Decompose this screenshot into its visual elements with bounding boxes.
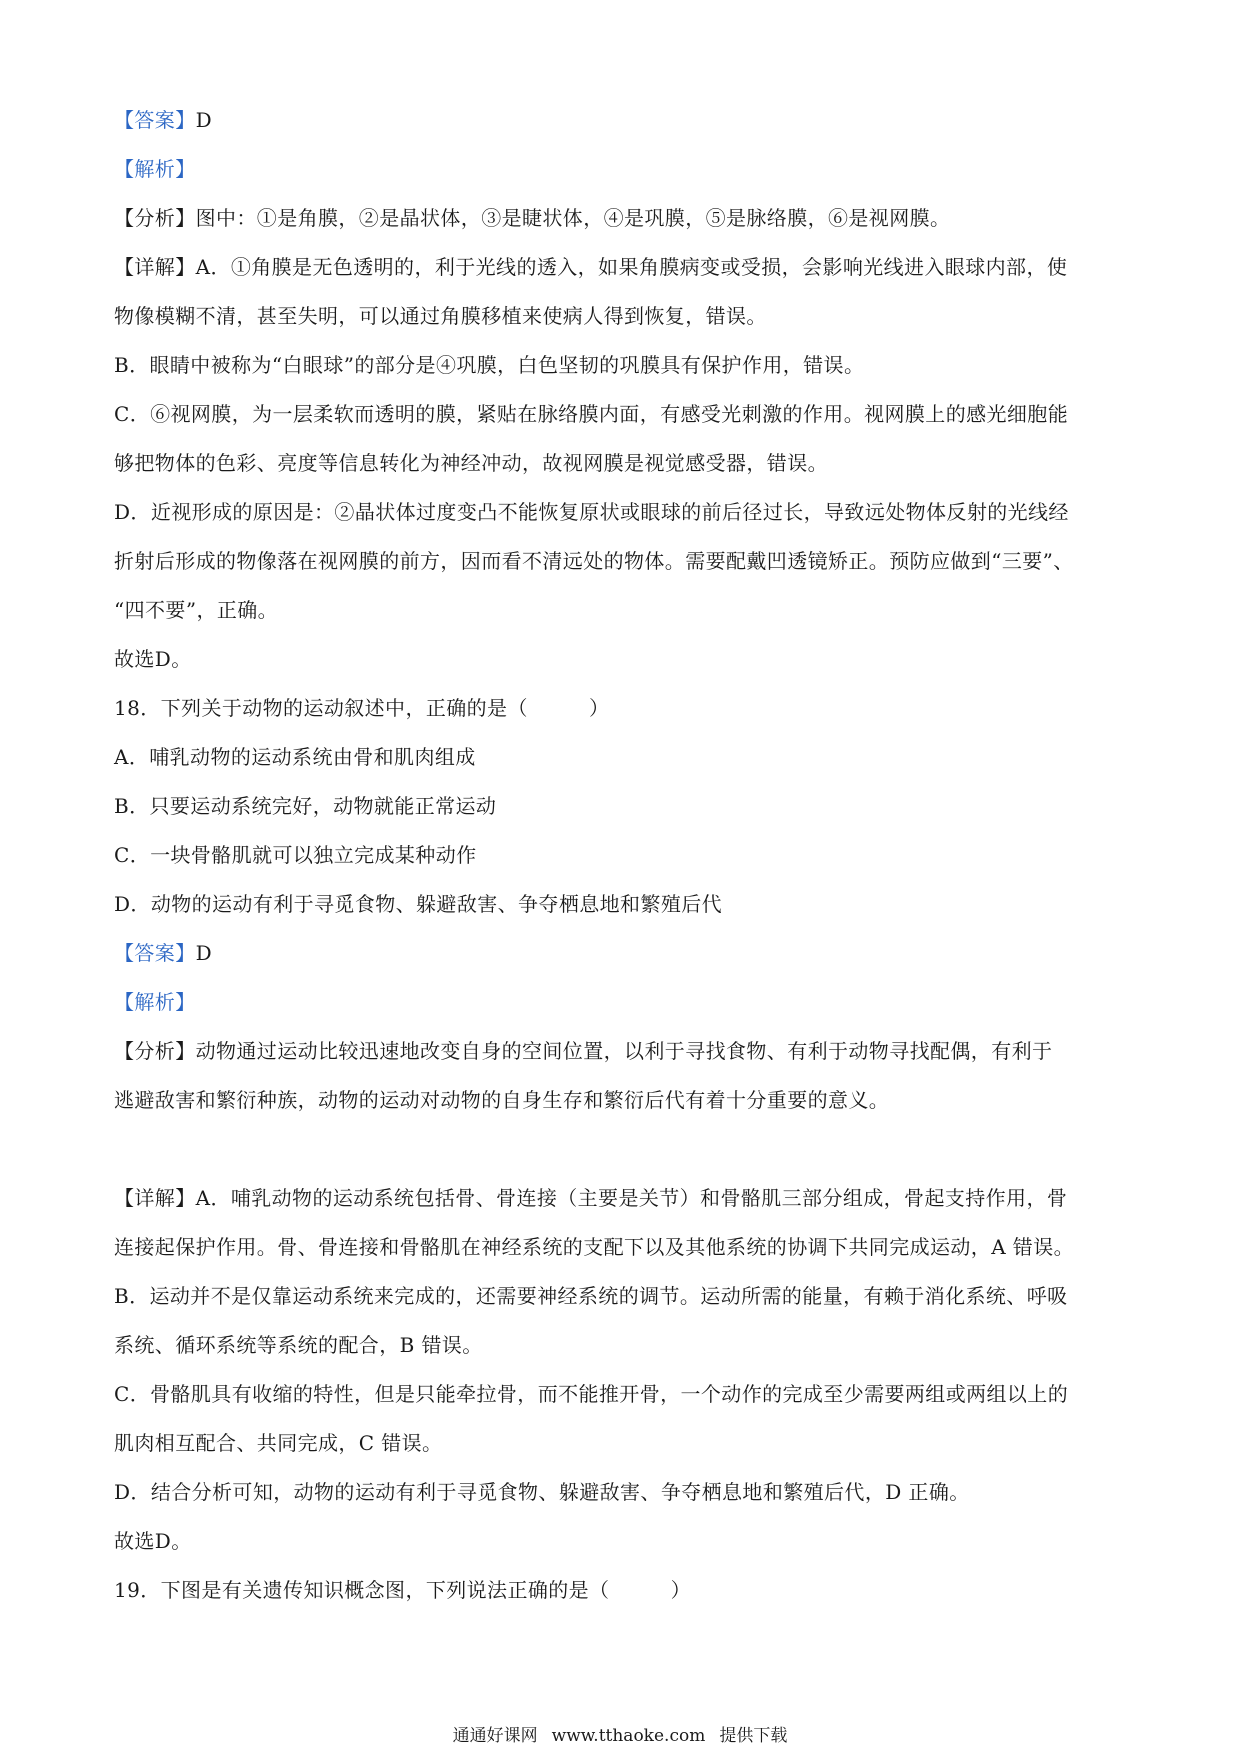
q18-stem: 18．下列关于动物的运动叙述中，正确的是（ ） [114,696,610,720]
q18-option-d: D．动物的运动有利于寻觅食物、躲避敌害、争夺栖息地和繁殖后代 [114,892,723,916]
fenxi-tag: 【分析】 [114,1039,196,1063]
explanation-a-text: A．哺乳动物的运动系统包括骨、骨连接（主要是关节）和骨骼肌三部分组成，骨起支持作用，骨 [195,1186,1068,1210]
q17-xiangjie-b-line1: B．眼睛中被称为“白眼球”的部分是④巩膜，白色坚韧的巩膜具有保护作用，错误。 [114,353,865,377]
q17-answer-line [114,106,1134,134]
q18-xiangjie-d-line1: D．结合分析可知，动物的运动有利于寻觅食物、躲避敌害、争夺栖息地和繁殖后代，D 正确。 [114,1480,970,1504]
q17-xiangjie-d-line2: 折射后形成的物像落在视网膜的前方，因而看不清远处的物体。需要配戴凹透镜矫正。预防应做到“三要”、 [114,549,1074,573]
xiangjie-tag: 【详解】 [114,255,196,279]
q18-fenxi-line1 [114,1037,1134,1065]
q18-xiangjie-b-line1: B．运动并不是仅靠运动系统来完成的，还需要神经系统的调节。运动所需的能量，有赖于消化系统、呼吸 [114,1284,1068,1308]
q17-xiangjie-a-line1 [114,253,1134,281]
fenxi-text: 图中：①是角膜，②是晶状体，③是睫状体，④是巩膜，⑤是脉络膜，⑥是视网膜。 [195,206,951,230]
fenxi-tag: 【分析】 [114,206,196,230]
page-footer [0,1724,1240,1748]
q17-conclusion: 故选D。 [114,647,192,671]
q18-option-c: C．一块骨骼肌就可以独立完成某种动作 [114,843,477,867]
answer-tag: 【答案】 [114,941,196,965]
fenxi-text: 动物通过运动比较迅速地改变自身的空间位置，以利于寻找食物、有利于动物寻找配偶，有利于 [195,1039,1053,1063]
footer-site-url[interactable]: www.tthaoke.com [551,1726,706,1746]
q18-xiangjie-a-line1 [114,1184,1134,1212]
q17-xiangjie-a-line2: 物像模糊不清，甚至失明，可以通过角膜移植来使病人得到恢复，错误。 [114,304,767,328]
xiangjie-tag: 【详解】 [114,1186,196,1210]
q18-xiangjie-c-line2: 肌肉相互配合、共同完成，C 错误。 [114,1431,443,1455]
q17-xiangjie-c-line2: 够把物体的色彩、亮度等信息转化为神经冲动，故视网膜是视觉感受器，错误。 [114,451,828,475]
analysis-tag: 【解析】 [114,157,196,181]
q18-xiangjie-b-line2: 系统、循环系统等系统的配合，B 错误。 [114,1333,483,1357]
q18-xiangjie-a-line2: 连接起保护作用。骨、骨连接和骨骼肌在神经系统的支配下以及其他系统的协调下共同完成运动，A 错误。 [114,1235,1074,1259]
q18-answer-line [114,939,1134,967]
footer-note: 提供下载 [719,1726,788,1746]
q17-xiangjie-d-line1: D．近视形成的原因是：②晶状体过度变凸不能恢复原状或眼球的前后径过长，导致远处物体反射的光线经 [114,500,1069,524]
footer-site-name: 通通好课网 [452,1726,538,1746]
q18-option-b: B．只要运动系统完好，动物就能正常运动 [114,794,497,818]
q17-xiangjie-d-line3: “四不要”，正确。 [114,598,279,622]
analysis-tag: 【解析】 [114,990,196,1014]
q17-fenxi-line [114,204,1134,232]
q18-conclusion: 故选D。 [114,1529,192,1553]
answer-value: D [195,108,213,132]
answer-value: D [195,941,213,965]
q18-fenxi-line2: 逃避敌害和繁衍种族，动物的运动对动物的自身生存和繁衍后代有着十分重要的意义。 [114,1088,890,1112]
explanation-a-text: A．①角膜是无色透明的，利于光线的透入，如果角膜病变或受损，会影响光线进入眼球内部，使 [195,255,1068,279]
q18-xiangjie-c-line1: C．骨骼肌具有收缩的特性，但是只能牵拉骨，而不能推开骨，一个动作的完成至少需要两组或两组以上的 [114,1382,1069,1406]
q18-analysis-heading [114,988,1134,1016]
answer-tag: 【答案】 [114,108,196,132]
q17-analysis-heading [114,155,1134,183]
q18-option-a: A．哺乳动物的运动系统由骨和肌肉组成 [114,745,476,769]
q19-stem: 19．下图是有关遗传知识概念图，下列说法正确的是（ ） [114,1578,692,1602]
q17-xiangjie-c-line1: C．⑥视网膜，为一层柔软而透明的膜，紧贴在脉络膜内面，有感受光刺激的作用。视网膜上的感光细胞能 [114,402,1069,426]
